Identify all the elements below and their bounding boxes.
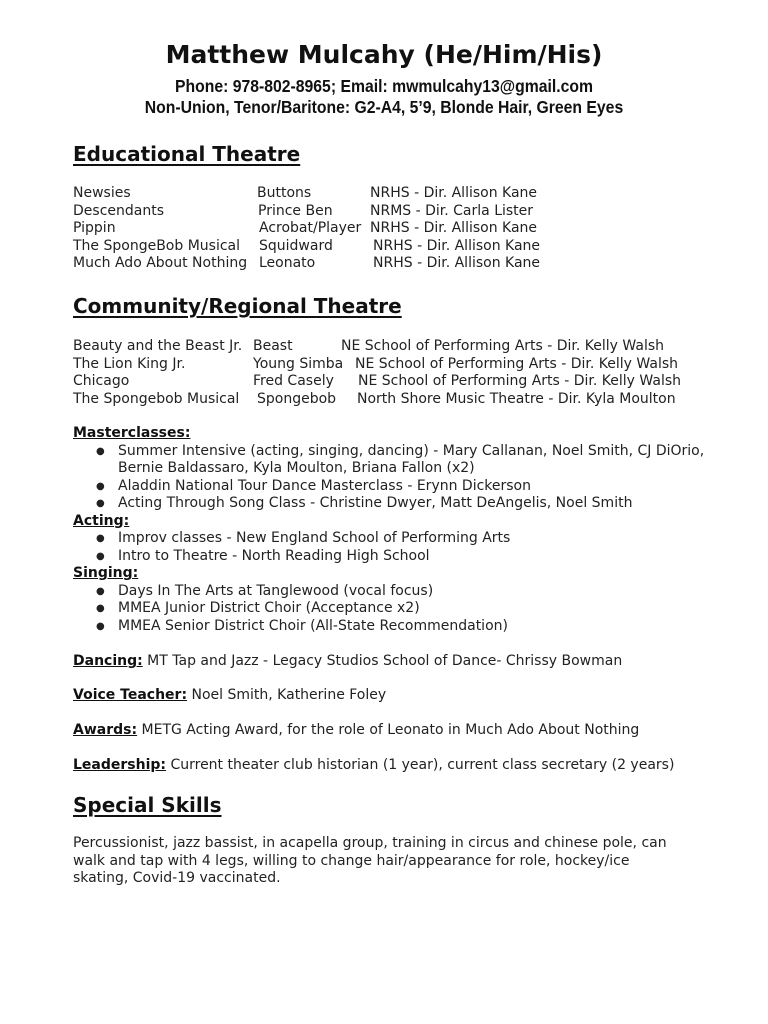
community-heading: Community/Regional Theatre — [73, 294, 402, 318]
credit-venue: NRHS - Dir. Allison Kane — [373, 237, 541, 254]
list-item: ● Acting Through Song Class - Christine Dwyer, Matt DeAngelis, Noel Smith — [73, 495, 713, 513]
credit-role: Acrobat/Player — [259, 220, 362, 236]
credit-row — [73, 338, 713, 356]
dancing-line — [73, 653, 622, 671]
awards-label: Awards: — [73, 722, 138, 738]
list-item: ● Summer Intensive (acting, singing, dancing) - Mary Callanan, Noel Smith, CJ DiOrio, Bernie Baldassaro, Kyla Moulton, Briana Fallon (x2) — [73, 443, 713, 478]
acting-label: Acting: — [73, 512, 130, 529]
credit-row — [73, 255, 693, 273]
credit-venue: NRHS - Dir. Allison Kane — [370, 220, 538, 236]
credit-row — [73, 185, 693, 203]
credit-row — [73, 220, 693, 238]
credit-role: Young Simba — [253, 355, 344, 372]
skills-text: Percussionist, jazz bassist, in acapella group, training in circus and chinese pole, can walk and tap with 4 legs, willing to change hair/appearance for role, hockey/ice skating, Covid-19 vaccinated. — [73, 835, 667, 886]
credit-role: Buttons — [257, 185, 312, 201]
credit-venue: NE School of Performing Arts - Dir. Kelly Walsh — [358, 373, 681, 389]
dancing-label: Dancing: — [73, 653, 143, 669]
credit-venue: NRHS - Dir. Allison Kane — [370, 185, 538, 201]
voice-teacher-text: Noel Smith, Katherine Foley — [187, 687, 387, 703]
credit-show: The Lion King Jr. — [73, 355, 186, 372]
credit-role: Spongebob — [257, 390, 337, 407]
list-item: ● Aladdin National Tour Dance Masterclass - Erynn Dickerson — [73, 478, 713, 496]
acting-list — [73, 530, 713, 565]
details-line: Non-Union, Tenor/Baritone: G2-A4, 5’9, Blonde Hair, Green Eyes — [144, 97, 624, 117]
credit-show: The SpongeBob Musical — [73, 237, 241, 254]
voice-teacher-label: Voice Teacher: — [73, 687, 188, 703]
masterclasses-label: Masterclasses: — [73, 425, 191, 441]
list-item: ● MMEA Junior District Choir (Acceptance x2) — [73, 600, 713, 618]
singing-label: Singing: — [73, 565, 139, 581]
skills-heading: Special Skills — [73, 793, 222, 817]
credit-row — [73, 203, 693, 221]
credit-venue: NRHS - Dir. Allison Kane — [373, 255, 541, 271]
credit-venue: NE School of Performing Arts - Dir. Kelly Walsh — [355, 355, 678, 372]
masterclasses-list — [73, 443, 713, 513]
voice-teacher-line — [73, 687, 386, 705]
list-item: ● Intro to Theatre - North Reading High School — [73, 548, 713, 566]
credit-show: Much Ado About Nothing — [73, 255, 248, 271]
credit-role: Fred Casely — [253, 373, 334, 389]
credit-row — [73, 373, 713, 391]
leadership-text: Current theater club historian (1 year), current class secretary (2 years) — [166, 757, 675, 773]
list-item: ● MMEA Senior District Choir (All-State Recommendation) — [73, 618, 713, 636]
credit-row — [73, 356, 713, 374]
leadership-line — [73, 757, 674, 775]
credit-show: The Spongebob Musical — [73, 390, 240, 407]
credit-role: Squidward — [259, 237, 333, 254]
credit-venue: NRMS - Dir. Carla Lister — [370, 202, 534, 219]
community-credits — [73, 338, 713, 408]
singing-list — [73, 583, 713, 636]
credit-role: Leonato — [259, 255, 316, 271]
contact-line: Phone: 978-802-8965; Email: mwmulcahy13@gmail.com — [174, 76, 594, 96]
resume-name: Matthew Mulcahy (He/Him/His) — [165, 40, 603, 69]
educational-heading: Educational Theatre — [73, 142, 301, 166]
list-item: ● Days In The Arts at Tanglewood (vocal focus) — [73, 583, 713, 601]
credit-show: Newsies — [73, 185, 131, 201]
dancing-text: MT Tap and Jazz - Legacy Studios School of Dance- Chrissy Bowman — [142, 653, 623, 669]
credit-show: Descendants — [73, 202, 164, 219]
training-section — [73, 425, 713, 635]
credit-role: Prince Ben — [258, 202, 333, 219]
credit-role: Beast — [253, 338, 293, 354]
awards-line — [73, 722, 639, 740]
credit-show: Beauty and the Beast Jr. — [73, 338, 243, 354]
list-item: ● Improv classes - New England School of Performing Arts — [73, 530, 713, 548]
educational-credits — [73, 185, 693, 273]
credit-venue: NE School of Performing Arts - Dir. Kelly Walsh — [341, 338, 664, 354]
credit-row — [73, 238, 693, 256]
credit-show: Chicago — [73, 373, 130, 389]
awards-text: METG Acting Award, for the role of Leonato in Much Ado About Nothing — [137, 722, 640, 738]
credit-show: Pippin — [73, 220, 116, 236]
leadership-label: Leadership: — [73, 757, 167, 773]
credit-venue: North Shore Music Theatre - Dir. Kyla Moulton — [357, 390, 676, 407]
credit-row — [73, 391, 713, 409]
